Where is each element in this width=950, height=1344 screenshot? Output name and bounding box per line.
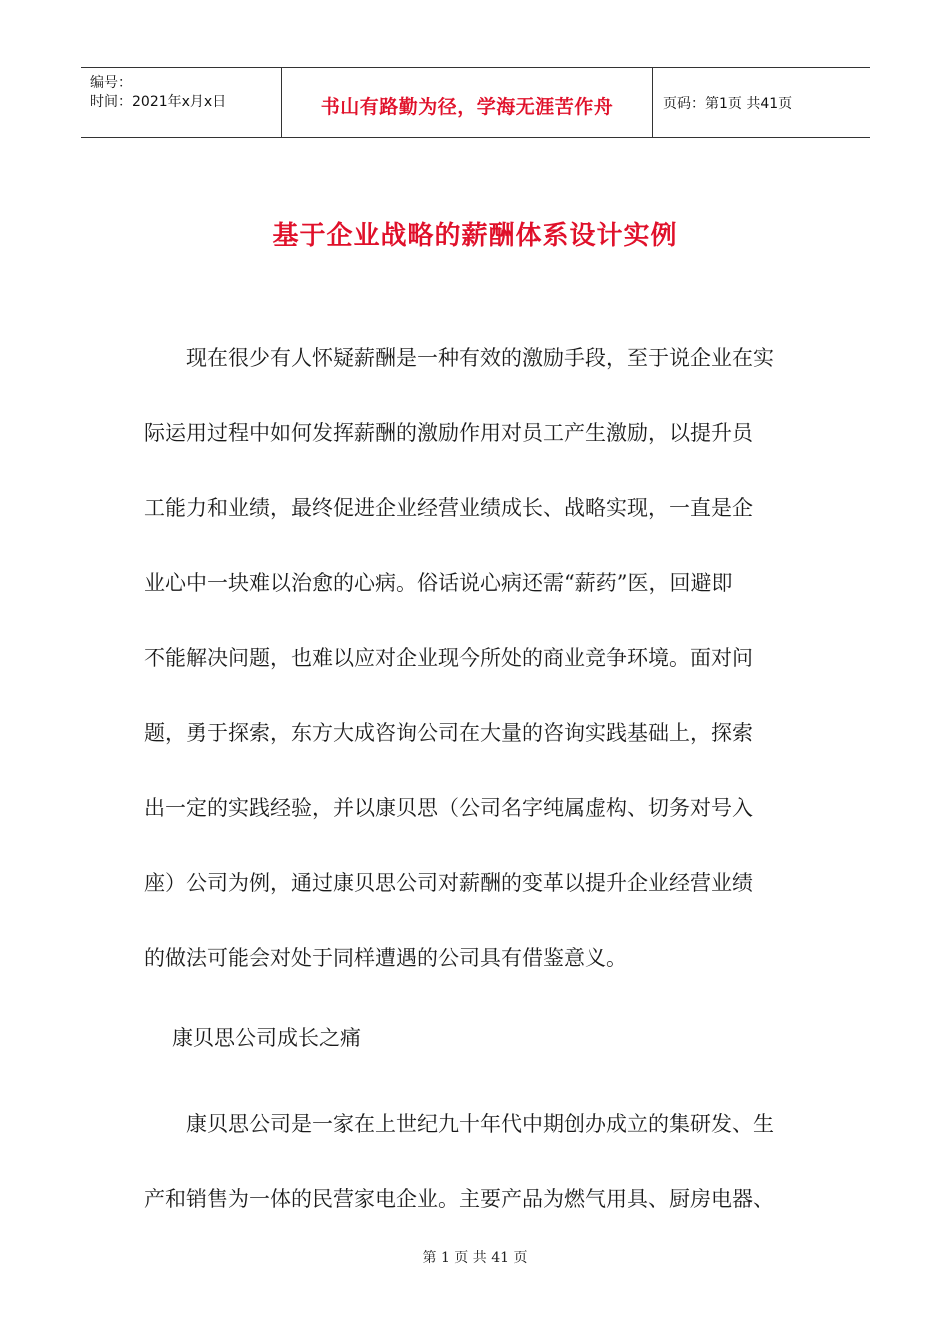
paragraph-line: 题，勇于探索，东方大成咨询公司在大量的咨询实践基础上，探索: [144, 721, 753, 745]
paragraph-line: 康贝思公司是一家在上世纪九十年代中期创办成立的集研发、生: [144, 1112, 774, 1136]
page-footer: 第 1 页 共 41 页: [422, 1250, 528, 1266]
paragraph-line: 出一定的实践经验，并以康贝思（公司名字纯属虚构、切务对号入: [144, 796, 753, 820]
paragraph-line: 业心中一块难以治愈的心病。俗话说心病还需“薪药”医，回避即: [144, 571, 733, 595]
paragraph-line: 际运用过程中如何发挥薪酬的激励作用对员工产生激励，以提升员: [144, 421, 753, 445]
header-table: [81, 67, 870, 138]
header-motto-cell: [281, 68, 653, 137]
page-info: 页码：第1页 共41页: [663, 96, 793, 112]
paragraph-line: 工能力和业绩，最终促进企业经营业绩成长、战略实现，一直是企: [144, 496, 753, 520]
time-label: 时间：2021年x月x日: [90, 94, 227, 110]
section-heading: 康贝思公司成长之痛: [172, 1026, 361, 1050]
paragraph-line: 不能解决问题，也难以应对企业现今所处的商业竞争环境。面对问: [144, 646, 753, 670]
motto: 书山有路勤为径，学海无涯苦作舟: [320, 96, 614, 118]
header-page-cell: [653, 68, 870, 137]
paragraph-line: 座）公司为例，通过康贝思公司对薪酬的变革以提升企业经营业绩: [144, 871, 753, 895]
paragraph-line: 现在很少有人怀疑薪酬是一种有效的激励手段，至于说企业在实: [144, 346, 774, 370]
document-title: 基于企业战略的薪酬体系设计实例: [272, 221, 678, 251]
intro-paragraph: [144, 342, 810, 1017]
section-paragraph: [144, 1108, 810, 1258]
paragraph-line: 的做法可能会对处于同样遭遇的公司具有借鉴意义。: [144, 946, 627, 970]
number-label: 编号：: [90, 75, 132, 91]
paragraph-line: 产和销售为一体的民营家电企业。主要产品为燃气用具、厨房电器、: [144, 1187, 774, 1211]
header-meta-cell: [81, 68, 281, 137]
